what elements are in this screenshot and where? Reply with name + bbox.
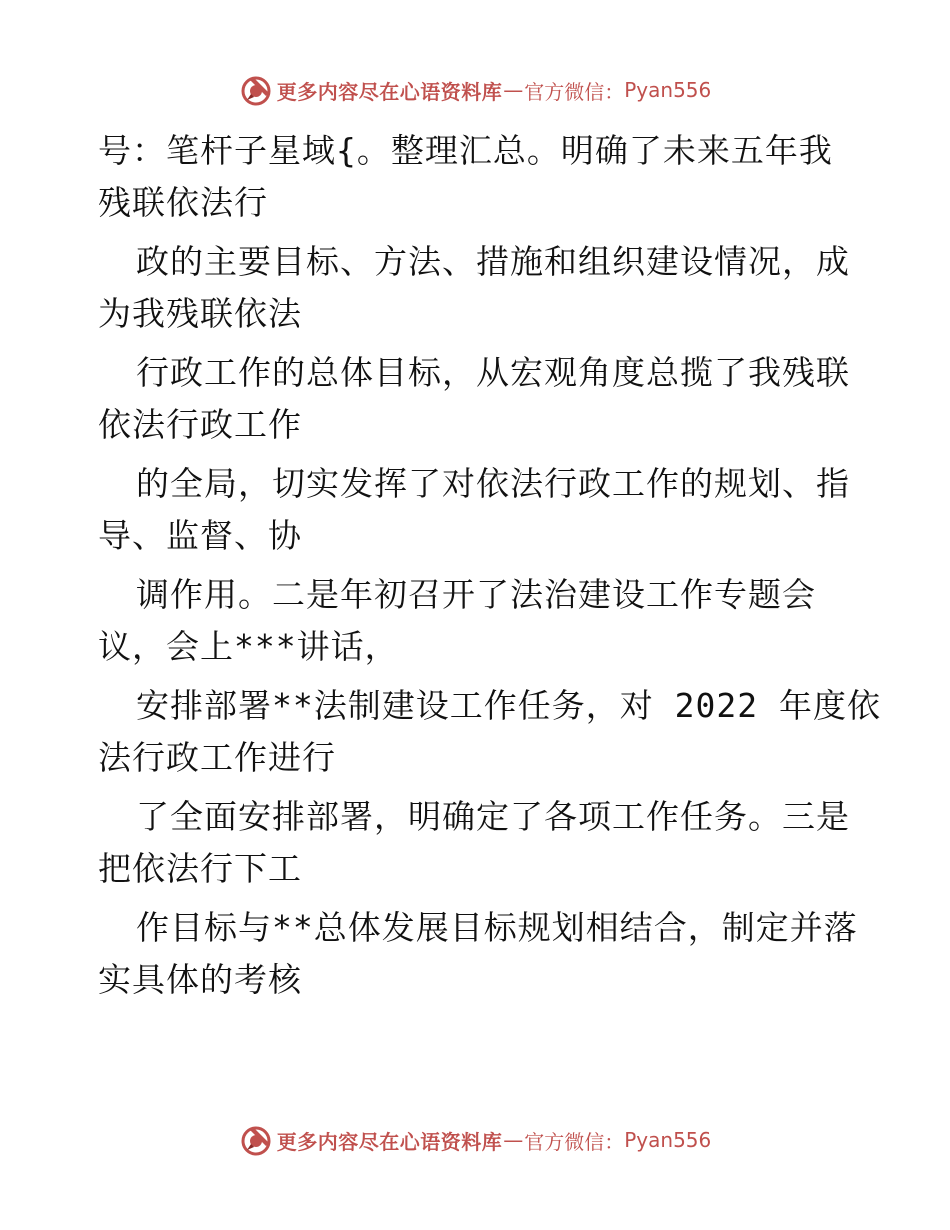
pen-logo-icon (239, 1123, 273, 1157)
header-dash: — (503, 78, 524, 102)
text-line-2: 残联依法行 (98, 183, 268, 222)
footer-brand-text: 更多内容尽在心语资料库 (276, 1129, 503, 1154)
text-line-7: 的全局，切实发挥了对依法行政工作的规划、指 (136, 464, 850, 503)
text-line-13: 了全面安排部署，明确定了各项工作任务。三是 (136, 797, 850, 836)
text-line-3: 政的主要目标、方法、措施和组织建设情况，成 (136, 242, 850, 281)
text-line-10: 议，会上***讲话， (98, 627, 399, 666)
text-line-11: 安排部署**法制建设工作任务，对 2022 年度依 (136, 686, 881, 725)
header-brand-text: 更多内容尽在心语资料库 (276, 79, 503, 104)
text-line-14: 把依法行下工 (98, 849, 302, 888)
header-wechat-id: Pyan556 (624, 78, 712, 102)
text-line-16: 实具体的考核 (98, 960, 302, 999)
text-line-9: 调作用。二是年初召开了法治建设工作专题会 (136, 575, 816, 614)
body-text (98, 125, 881, 1006)
footer-banner (0, 1120, 950, 1160)
header-wechat-label: 官方微信： (524, 79, 625, 104)
text-line-15: 作目标与**总体发展目标规划相结合，制定并落 (136, 908, 858, 947)
text-line-8: 导、监督、协 (98, 516, 302, 555)
text-line-12: 法行政工作进行 (98, 738, 336, 777)
pen-logo-icon (239, 73, 273, 107)
text-line-4: 为我残联依法 (98, 294, 302, 333)
footer-dash: — (503, 1128, 524, 1152)
footer-wechat-id: Pyan556 (624, 1128, 712, 1152)
text-line-6: 依法行政工作 (98, 405, 302, 444)
text-line-1: 号：笔杆子星域{。整理汇总。明确了未来五年我 (98, 131, 833, 170)
footer-wechat-label: 官方微信： (524, 1129, 625, 1154)
text-line-5: 行政工作的总体目标，从宏观角度总揽了我残联 (136, 353, 850, 392)
header-banner (0, 70, 950, 110)
